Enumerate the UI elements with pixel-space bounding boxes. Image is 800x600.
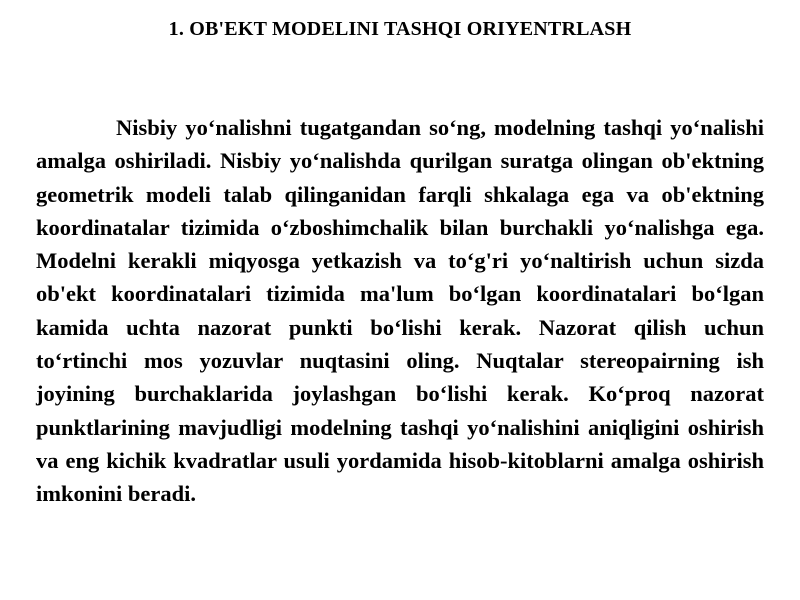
page-title: 1. OB'EKT MODELINI TASHQI ORIYENTRLASH	[168, 18, 632, 40]
body-paragraph: Nisbiy yo‘nalishni tugatgandan so‘ng, modelning tashqi yo‘nalishi amalga oshiriladi. Nisbiy yo‘nalishda qurilgan suratga olingan ob'ektning geometrik modeli talab qilinganidan farqli shkalaga ega va ob'ektning koordinatalar tizimida o‘zboshimchalik bilan burchakli yo‘nalishga ega. Modelni kerakli miqyosga yetkazish va to‘g'ri yo‘naltirish uchun sizda ob'ekt koordinatalari tizimida ma'lum bo‘lgan koordinatalari bo‘lgan kamida uchta nazorat punkti bo‘lishi kerak. Nazorat qilish uchun to‘rtinchi mos yozuvlar nuqtasini oling. Nuqtalar stereopairning ish joyining burchaklarida joylashgan bo‘lishi kerak. Ko‘proq nazorat punktlarining mavjudligi modelning tashqi yo‘nalishini aniqligini oshirish va eng kichik kvadratlar usuli yordamida hisob-kitoblarni amalga oshirish imkonini beradi.	[36, 115, 764, 507]
